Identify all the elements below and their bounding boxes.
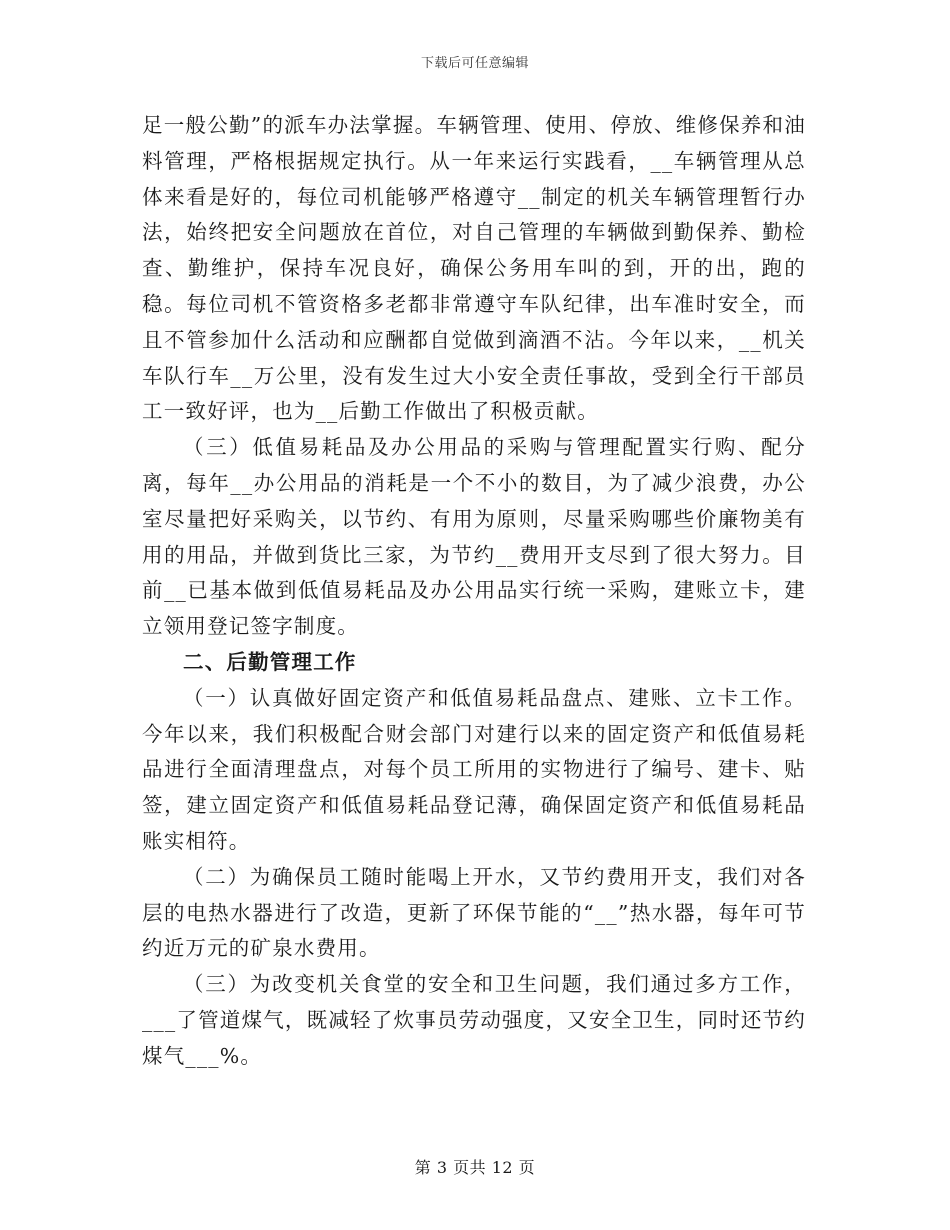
paragraph-canteen-gas: （三）为改变机关食堂的安全和卫生问题，我们通过多方工作，___了管道煤气，既减轻了炊事员劳动强度，又安全卫生，同时还节约煤气___%。	[142, 972, 806, 1068]
document-body	[142, 108, 806, 1075]
paragraph-vehicle-management: 足一般公勤”的派车办法掌握。车辆管理、使用、停放、维修保养和油料管理，严格根据规定执行。从一年来运行实践看，__车辆管理从总体来看是好的，每位司机能够严格遵守__制定的机关车辆管理暂行办法，始终把安全问题放在首位，对自己管理的车辆做到勤保养、勤检查、勤维护，保持车况良好，确保公务用车叫的到，开的出，跑的稳。每位司机不管资格多老都非常遵守车队纪律，出车准时安全，而且不管参加什么活动和应酬都自觉做到滴酒不沾。今年以来，__机关车队行车__万公里，没有发生过大小安全责任事故，受到全行干部员工一致好评，也为__后勤工作做出了积极贡献。	[142, 113, 806, 424]
paragraph-water-heaters: （二）为确保员工随时能喝上开水，又节约费用开支，我们对各层的电热水器进行了改造，更新了环保节能的“__”热水器，每年可节约近万元的矿泉水费用。	[142, 864, 806, 961]
page-header: 下载后可任意编辑	[420, 56, 529, 71]
paragraph-fixed-assets: （一）认真做好固定资产和低值易耗品盘点、建账、立卡工作。今年以来，我们积极配合财会部门对建行以来的固定资产和低值易耗品进行全面清理盘点，对每个员工所用的实物进行了编号、建卡、贴签，建立固定资产和低值易耗品登记薄，确保固定资产和低值易耗品账实相符。	[142, 685, 806, 853]
section-heading-logistics: 二、后勤管理工作	[183, 649, 357, 674]
page-footer: 第 3 页共 12 页	[414, 1158, 536, 1177]
paragraph-office-supplies: （三）低值易耗品及办公用品的采购与管理配置实行购、配分离，每年__办公用品的消耗是一个不小的数目，为了减少浪费，办公室尽量把好采购关，以节约、有用为原则，尽量采购哪些价廉物美有用的用品，并做到货比三家，为节约__费用开支尽到了很大努力。目前__已基本做到低值易耗品及办公用品实行统一采购，建账立卡，建立领用登记签字制度。	[142, 435, 806, 639]
